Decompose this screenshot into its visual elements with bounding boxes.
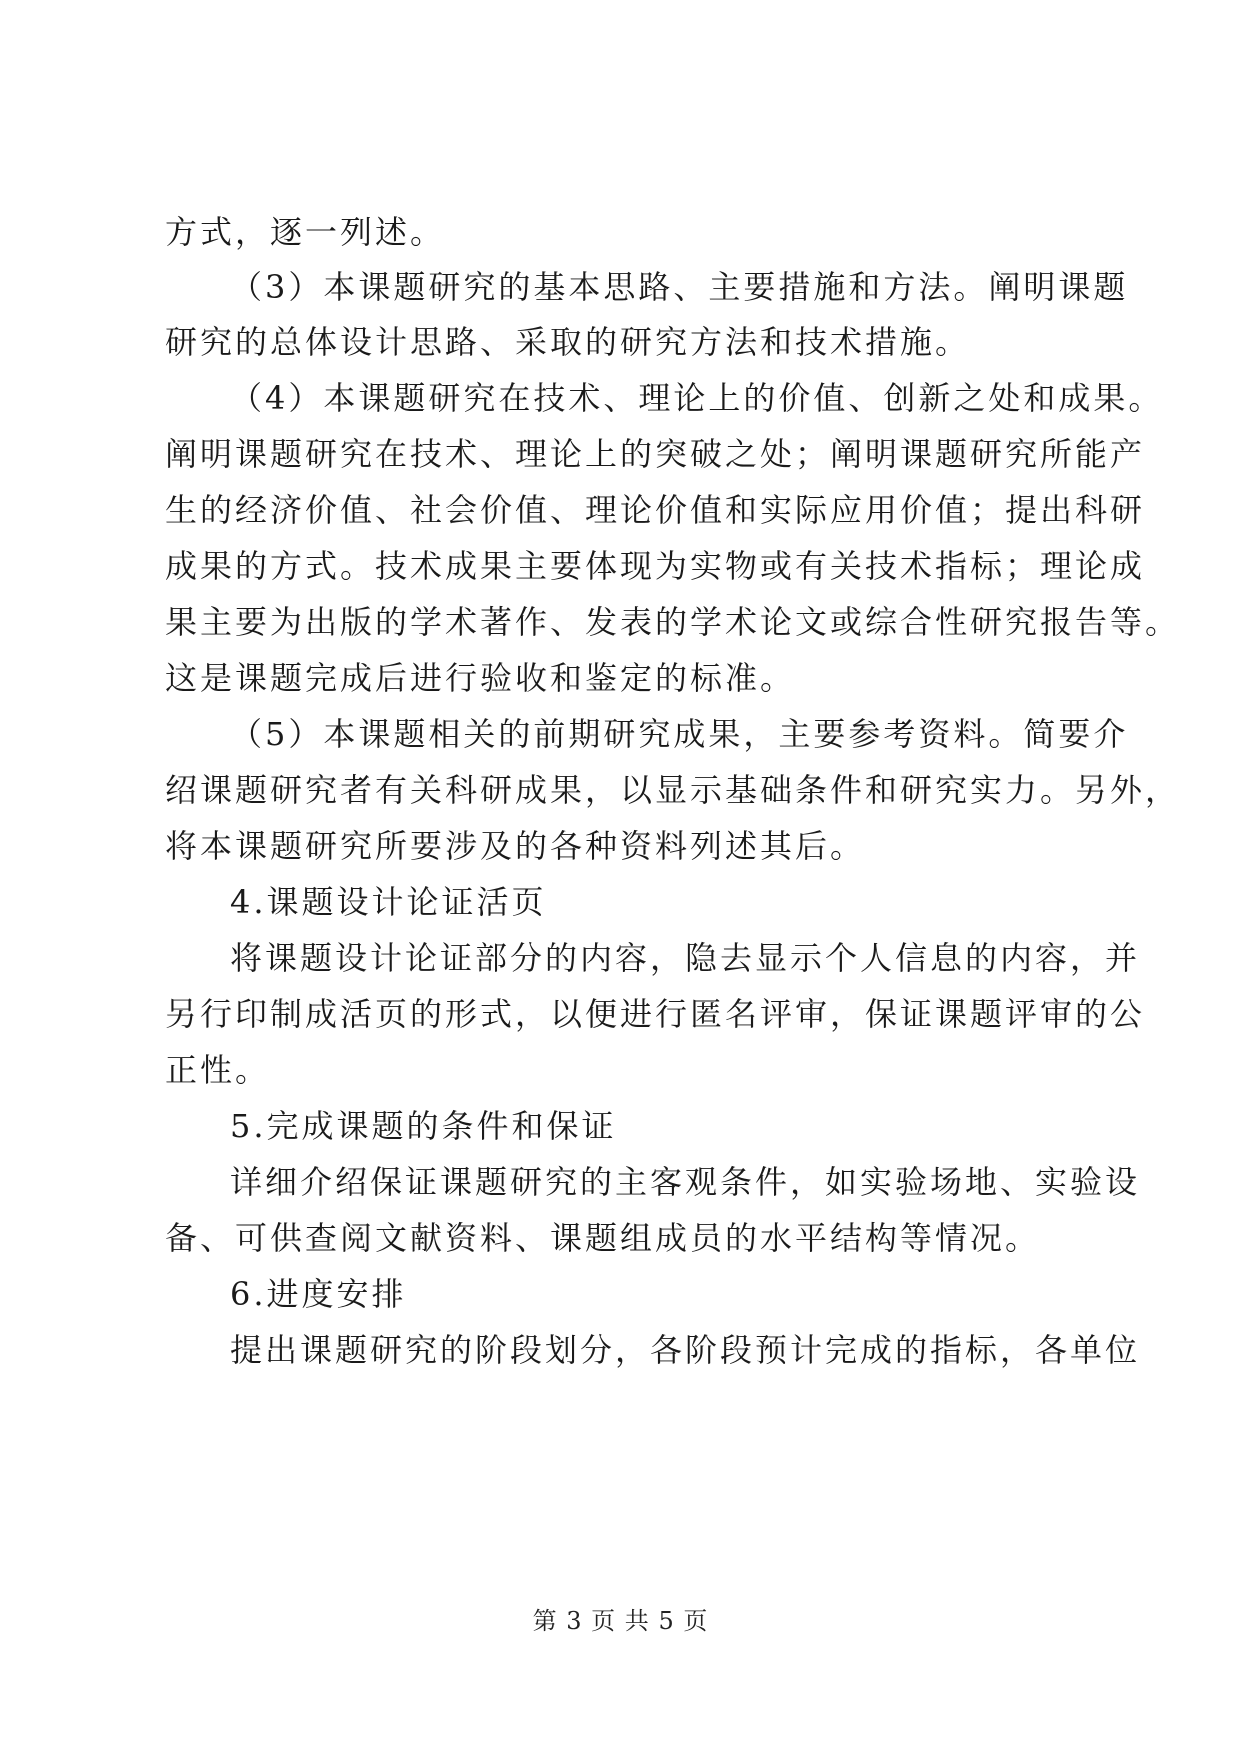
text-line: 阐明课题研究在技术、理论上的突破之处；阐明课题研究所能产 — [165, 435, 1146, 473]
text-line: 另行印制成活页的形式，以便进行匿名评审，保证课题评审的公 — [165, 995, 1146, 1033]
text-line: 成果的方式。技术成果主要体现为实物或有关技术指标；理论成 — [165, 547, 1146, 585]
text-line: 将本课题研究所要涉及的各种资料列述其后。 — [165, 827, 866, 865]
text-line: （5）本课题相关的前期研究成果，主要参考资料。简要介 — [230, 715, 1129, 753]
text-line: 备、可供查阅文献资料、课题组成员的水平结构等情况。 — [165, 1219, 1041, 1257]
text-line: 这是课题完成后进行验收和鉴定的标准。 — [165, 659, 796, 697]
page-footer: 第 3 页 共 5 页 — [532, 1607, 709, 1635]
text-line: 生的经济价值、社会价值、理论价值和实际应用价值；提出科研 — [165, 491, 1146, 529]
text-line: （3）本课题研究的基本思路、主要措施和方法。阐明课题 — [230, 268, 1129, 306]
text-line: 绍课题研究者有关科研成果，以显示基础条件和研究实力。另外， — [165, 771, 1181, 809]
text-line: 方式，逐一列述。 — [165, 213, 446, 251]
text-line: 将课题设计论证部分的内容，隐去显示个人信息的内容，并 — [230, 939, 1141, 977]
text-line: 果主要为出版的学术著作、发表的学术论文或综合性研究报告等。 — [165, 603, 1181, 641]
text-line: 详细介绍保证课题研究的主客观条件，如实验场地、实验设 — [230, 1163, 1141, 1201]
text-line: （4）本课题研究在技术、理论上的价值、创新之处和成果。 — [230, 379, 1164, 417]
section-heading: 4.课题设计论证活页 — [230, 883, 547, 921]
text-line: 研究的总体设计思路、采取的研究方法和技术措施。 — [165, 323, 971, 361]
section-heading: 5.完成课题的条件和保证 — [230, 1107, 617, 1145]
text-line: 提出课题研究的阶段划分，各阶段预计完成的指标，各单位 — [230, 1331, 1141, 1369]
section-heading: 6.进度安排 — [230, 1275, 407, 1313]
text-line: 正性。 — [165, 1051, 271, 1089]
